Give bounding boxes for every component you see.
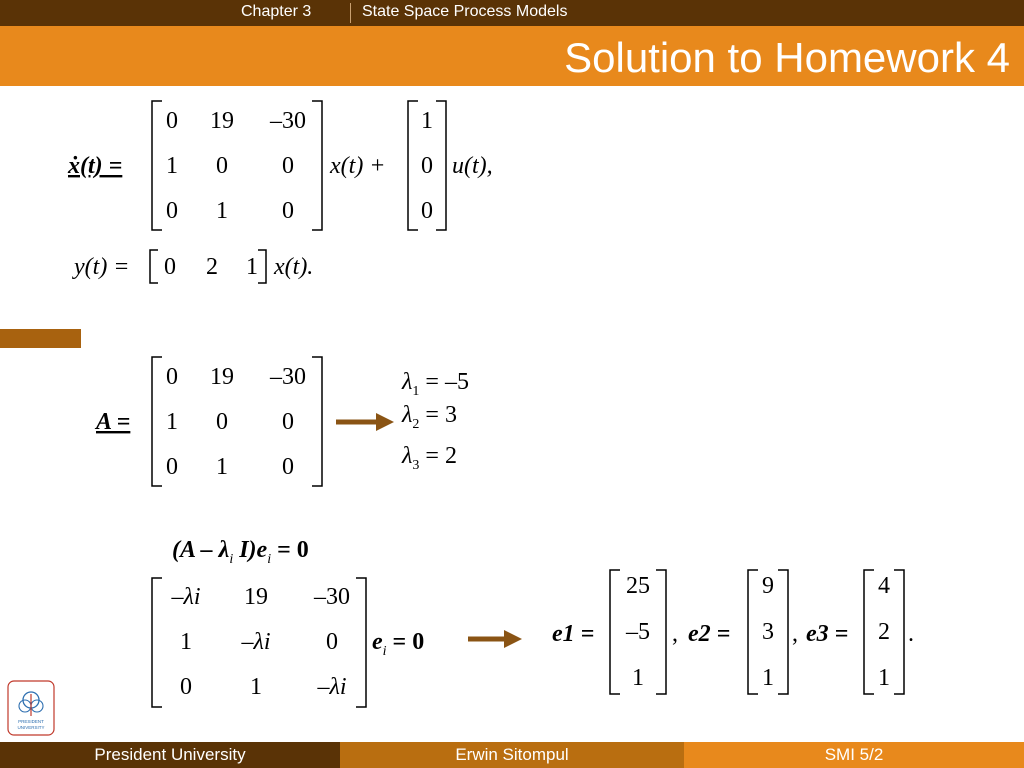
a13: –30 bbox=[270, 108, 306, 134]
e3-v2: 2 bbox=[878, 619, 890, 645]
e1-left-bracket bbox=[610, 570, 620, 694]
m31: 0 bbox=[180, 674, 192, 700]
c2: 2 bbox=[206, 254, 218, 280]
footer-author: Erwin Sitompul bbox=[340, 742, 684, 768]
m22: –λi bbox=[241, 629, 271, 655]
m33: –λi bbox=[317, 674, 347, 700]
c-matrix-left-bracket bbox=[150, 250, 158, 283]
e3-left-bracket bbox=[864, 570, 874, 694]
a31: 0 bbox=[166, 198, 178, 224]
e2-v1: 9 bbox=[762, 573, 774, 599]
a23: 0 bbox=[282, 153, 294, 179]
lambda-3: $\lambda_3 = 2$ bbox=[402, 443, 457, 473]
e3-label: e3 = bbox=[806, 621, 849, 647]
e1-right-bracket bbox=[656, 570, 666, 694]
arrow-to-eigenvalues-head bbox=[376, 413, 394, 431]
e2-right-bracket bbox=[778, 570, 788, 694]
e2-v2: 3 bbox=[762, 619, 774, 645]
b3: 0 bbox=[421, 198, 433, 224]
y-lhs: y(t) = bbox=[74, 254, 130, 280]
a2-23: 0 bbox=[282, 409, 294, 435]
e1-after: , bbox=[672, 621, 678, 647]
c-matrix-right-bracket bbox=[258, 250, 266, 283]
m11: –λi bbox=[171, 584, 201, 610]
a2-12: 19 bbox=[210, 364, 234, 390]
e3-v3: 1 bbox=[878, 665, 890, 691]
e3-v1: 4 bbox=[878, 573, 890, 599]
a33: 0 bbox=[282, 198, 294, 224]
e2-left-bracket bbox=[748, 570, 758, 694]
state-equation bbox=[67, 101, 493, 283]
x-term: x(t) + bbox=[330, 153, 386, 179]
a12: 19 bbox=[210, 108, 234, 134]
e1-v3: 1 bbox=[632, 665, 644, 691]
eigvec-equation: ($A - \lambda_i$ $I)e_i = 0$ bbox=[172, 537, 309, 567]
e3-after: . bbox=[908, 621, 914, 647]
a-label: A = bbox=[96, 409, 131, 435]
a11: 0 bbox=[166, 108, 178, 134]
slide-title: Solution to Homework 4 bbox=[564, 34, 1010, 81]
a2-32: 1 bbox=[216, 454, 228, 480]
e2-label: e2 = bbox=[688, 621, 731, 647]
e1-v2: –5 bbox=[626, 619, 650, 645]
y-rhs: x(t). bbox=[274, 254, 314, 280]
e1-v1: 25 bbox=[626, 573, 650, 599]
e3-right-bracket bbox=[894, 570, 904, 694]
c1: 0 bbox=[164, 254, 176, 280]
u-term: u(t), bbox=[452, 153, 493, 179]
e2-after: , bbox=[792, 621, 798, 647]
b-matrix-right-bracket bbox=[436, 101, 446, 230]
m13: –30 bbox=[314, 584, 350, 610]
chapter-label: Chapter 3 bbox=[241, 3, 312, 20]
lambda-1: $\lambda_1 = -5$ bbox=[402, 369, 469, 399]
a2-33: 0 bbox=[282, 454, 294, 480]
e1-label: e1 = bbox=[552, 621, 595, 647]
a-matrix-left-bracket bbox=[152, 101, 162, 230]
a-matrix-cells bbox=[166, 108, 306, 224]
m-matrix-left-bracket bbox=[152, 578, 162, 707]
a2-matrix-left-bracket bbox=[152, 357, 162, 486]
e2-v3: 1 bbox=[762, 665, 774, 691]
b2: 0 bbox=[421, 153, 433, 179]
m23: 0 bbox=[326, 629, 338, 655]
eigenvalue-block bbox=[94, 357, 469, 486]
lambda-2: $\lambda_2 = 3$ bbox=[402, 402, 457, 432]
section-label: State Space Process Models bbox=[362, 3, 568, 20]
m32: 1 bbox=[250, 674, 262, 700]
a2-22: 0 bbox=[216, 409, 228, 435]
a2-13: –30 bbox=[270, 364, 306, 390]
c3: 1 bbox=[246, 254, 258, 280]
a2-21: 1 bbox=[166, 409, 178, 435]
eigenvector-block bbox=[152, 537, 914, 707]
m21: 1 bbox=[180, 629, 192, 655]
a2-11: 0 bbox=[166, 364, 178, 390]
xdot-lhs: ẋ(t) = bbox=[68, 153, 123, 179]
m12: 19 bbox=[244, 584, 268, 610]
footer-page: SMI 5/2 bbox=[684, 742, 1024, 768]
b-matrix-left-bracket bbox=[408, 101, 418, 230]
a2-matrix-right-bracket bbox=[312, 357, 322, 486]
ei-equals-zero: $e_i = 0$ bbox=[372, 629, 425, 659]
m-matrix-right-bracket bbox=[356, 578, 366, 707]
a21: 1 bbox=[166, 153, 178, 179]
a-matrix-right-bracket bbox=[312, 101, 322, 230]
a22: 0 bbox=[216, 153, 228, 179]
footer-institution: President University bbox=[0, 742, 340, 768]
b1: 1 bbox=[421, 108, 433, 134]
university-logo-icon bbox=[8, 681, 54, 735]
a32: 1 bbox=[216, 198, 228, 224]
svg-text:PRESIDENT: PRESIDENT bbox=[18, 719, 44, 724]
arrow-to-eigenvectors-head bbox=[504, 630, 522, 648]
svg-text:UNIVERSITY: UNIVERSITY bbox=[17, 725, 45, 730]
a2-31: 0 bbox=[166, 454, 178, 480]
